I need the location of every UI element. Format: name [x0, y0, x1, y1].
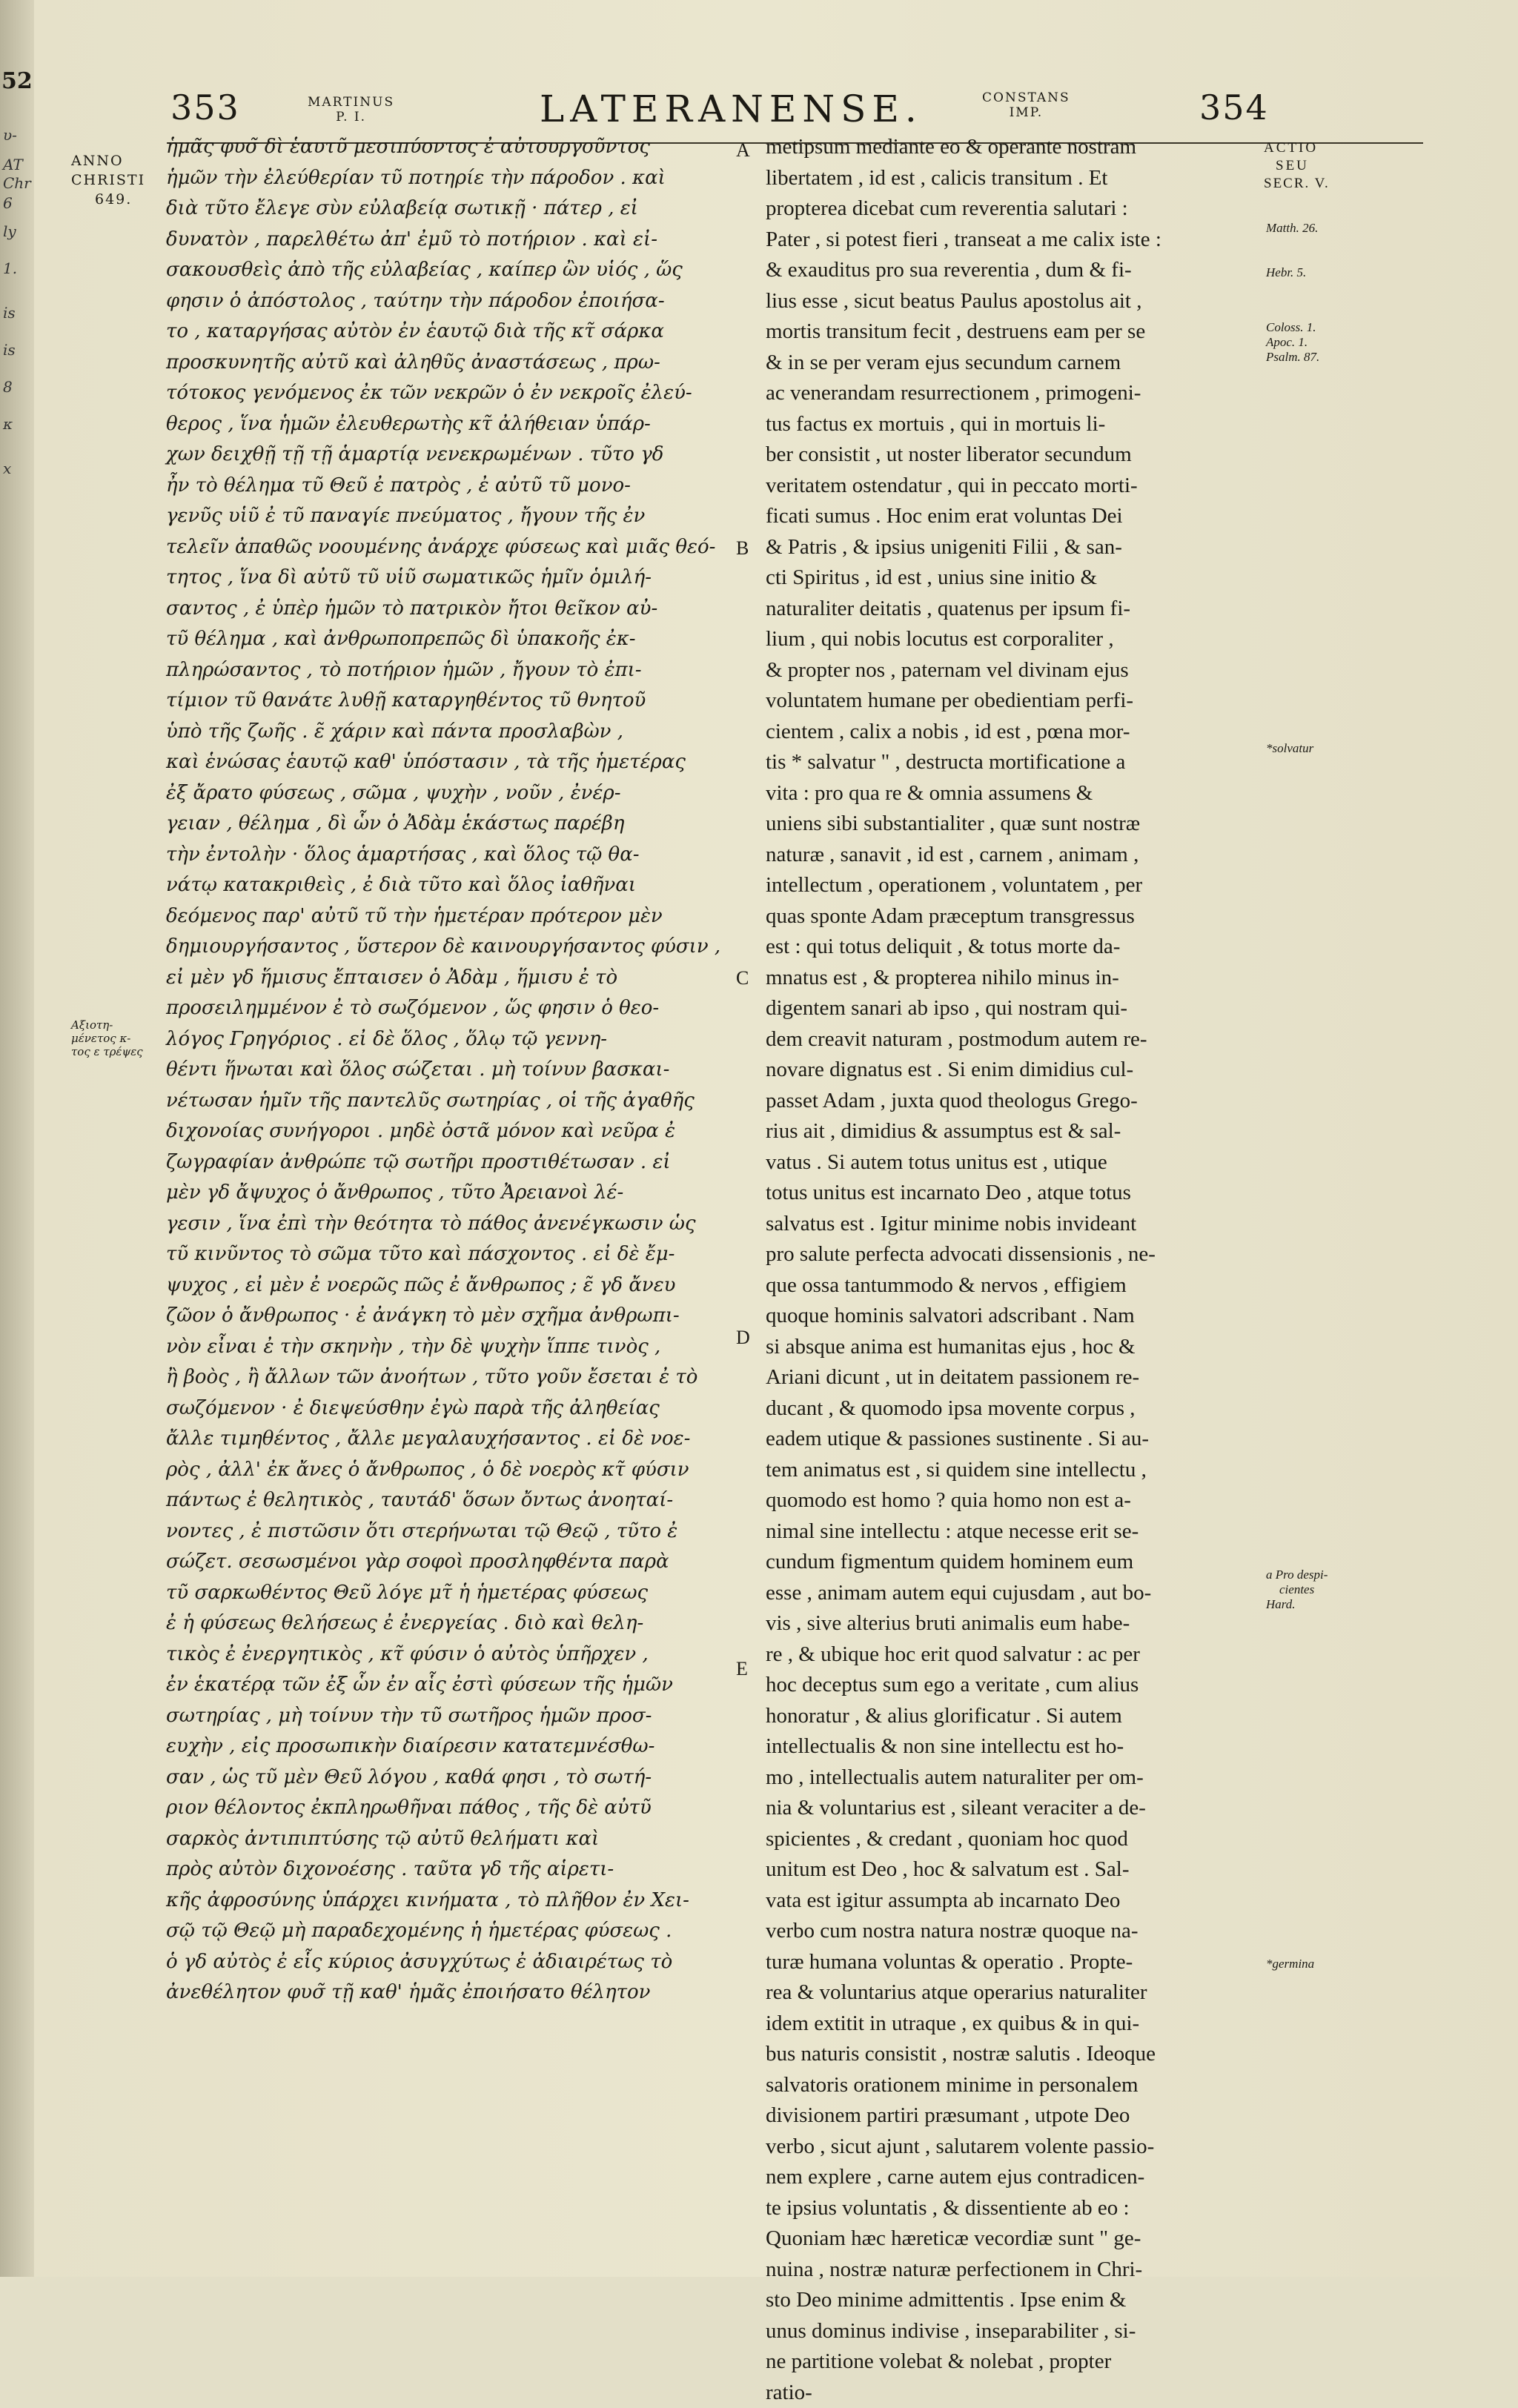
latin-text-line: passet Adam , juxta quod theologus Grego- [766, 1086, 1262, 1117]
footnote-marker: *solvatur [1266, 741, 1313, 756]
latin-text-line: propterea dicebat cum reverentia salutari : [766, 193, 1262, 225]
latin-column [766, 132, 1262, 2408]
latin-text-line: vis , sive alterius bruti animalis eum habe- [766, 1608, 1262, 1639]
latin-text-line: verbo cum nostra natura nostræ quoque na- [766, 1916, 1262, 1947]
latin-text-line: bus naturis consistit , nostræ salutis . Ideoque [766, 2039, 1262, 2070]
greek-text-line: προσειλημμένον ἐ τὸ σωζόμενον , ὥς φησιν ὁ θεο- [166, 993, 729, 1024]
running-head-right [982, 90, 1070, 120]
greek-text-line: διὰ τῦτο ἔλεγε σὺν εὐλαβείᾳ σωτικῇ · πάτερ , εἰ [166, 193, 729, 225]
greek-text-line: πρὸς αὐτὸν διχονοέσης . ταῦτα γδ τῆς αἱρετι- [166, 1854, 729, 1885]
latin-text-line: mnatus est , & propterea nihilo minus in- [766, 963, 1262, 994]
latin-text-line: cundum figmentum quidem hominem eum [766, 1547, 1262, 1578]
latin-text-line: te ipsius voluntatis , & dissentiente ab eo : [766, 2193, 1262, 2224]
page-title: LATERANENSE. [540, 87, 923, 130]
year-label: CHRISTI [71, 171, 145, 189]
greek-text-line: ἡμᾶς φυσ̃ δὶ ἑαυτῦ μεσιπύοντος ἐ αὐτουργοῦντος [166, 132, 729, 163]
latin-text-line: vata est igitur assumpta ab incarnato Deo [766, 1885, 1262, 1917]
gutter-fragment: 8 [3, 378, 13, 396]
latin-text-line: ac venerandam resurrectionem , primogeni- [766, 378, 1262, 409]
running-head-right-name: CONSTANS [982, 90, 1070, 105]
latin-text-line: quomodo est homo ? quia homo non est a- [766, 1485, 1262, 1516]
greek-text-line: ἐν ἑκατέρᾳ τῶν ἐξ ὧν ἐν αἷς ἐστὶ φύσεων τῆς ἡμῶν [166, 1670, 729, 1701]
greek-text-line: τίμιον τῦ θανάτε λυθῇ καταργηθέντος τῦ θνητοῦ [166, 686, 729, 717]
latin-text-line: idem extitit in utraque , ex quibus & in qui- [766, 2009, 1262, 2040]
footnote-marker: cientes [1266, 1582, 1314, 1597]
greek-text-line: σαν , ὡς τῦ μὲν Θεῦ λόγου , καθά φησι , τὸ σωτή- [166, 1762, 729, 1794]
latin-text-line: salvatus est . Igitur minime nobis invideant [766, 1209, 1262, 1240]
section-letter: B [736, 537, 749, 560]
latin-text-line: ducant , & quomodo ipsa movente corpus , [766, 1393, 1262, 1424]
greek-text-line: τελεῖν ἀπαθῶς νοουμένης ἀνάρχε φύσεως καὶ μιᾶς θεό- [166, 532, 729, 563]
footnote-marker: *germina [1266, 1957, 1314, 1971]
section-letter: A [736, 139, 750, 162]
footnote-marker: a Pro despi- [1266, 1568, 1328, 1582]
latin-text-line: nia & voluntarius est , sileant veraciter a de- [766, 1793, 1262, 1824]
gutter-page-number: 52 [1, 68, 33, 94]
right-page-number: 354 [1199, 87, 1269, 127]
latin-text-line: verbo , sicut ajunt , salutarem volente passio- [766, 2132, 1262, 2163]
latin-text-line: vita : pro qua re & omnia assumens & [766, 778, 1262, 809]
scripture-reference: Matth. 26. [1266, 221, 1318, 236]
greek-text-line: ἐ ἡ φύσεως θελήσεως ἐ ἐνεργείας . διὸ καὶ θελη- [166, 1608, 729, 1639]
greek-text-line: πληρώσαντος , τὸ ποτήριον ἡμῶν , ἤγουν τὸ ἐπι- [166, 655, 729, 686]
latin-text-line: eadem utique & passiones sustinente . Si au- [766, 1424, 1262, 1455]
latin-text-line: est : qui totus deliquit , & totus morte da- [766, 932, 1262, 963]
latin-text-line: unitum est Deo , hoc & salvatum est . Sal- [766, 1854, 1262, 1885]
latin-text-line: totus unitus est incarnato Deo , atque totus [766, 1178, 1262, 1209]
latin-text-line: honoratur , & alius glorificatur . Si autem [766, 1701, 1262, 1732]
greek-text-line: νὸν εἶναι ἐ τὴν σκηνὴν , τὴν δὲ ψυχὴν ἵππε τινὸς , [166, 1332, 729, 1363]
latin-text-line: salvatoris orationem minime in personalem [766, 2070, 1262, 2101]
greek-text-line: τητος , ἵνα δὶ αὐτῦ τῦ υἱῦ σωματικῶς ἡμῖν ὁμιλή- [166, 563, 729, 594]
latin-text-line: rius ait , dimidius & assumptus est & sal- [766, 1116, 1262, 1147]
latin-text-line: & in se per veram ejus secundum carnem [766, 348, 1262, 379]
greek-text-line: προσκυνητῆς αὐτῦ καὶ ἀληθῦς ἀναστάσεως , πρω- [166, 348, 729, 379]
latin-text-line: pro salute perfecta advocati dissensionis , ne- [766, 1239, 1262, 1270]
margin-note: Αξιοτη- [71, 1019, 113, 1032]
latin-text-line: mo , intellectualis autem naturaliter per om- [766, 1762, 1262, 1794]
latin-text-line: divisionem partiri præsumant , utpote Deo [766, 2100, 1262, 2132]
greek-text-line: γεσιν , ἵνα ἐπὶ τὴν θεότητα τὸ πάθος ἀνενέγκωσιν ὡς [166, 1209, 729, 1240]
latin-text-line: libertatem , id est , calicis transitum . Et [766, 163, 1262, 194]
session-label-line: SECR. V. [1264, 175, 1360, 193]
latin-text-line: unus dominus indivise , inseparabiliter , si- [766, 2316, 1262, 2347]
latin-text-line: cti Spiritus , id est , unius sine initio & [766, 563, 1262, 594]
latin-text-line: Ariani dicunt , ut in deitatem passionem re- [766, 1362, 1262, 1393]
greek-text-line: δεόμενος παρ' αὐτῦ τῦ τὴν ἡμετέραν πρότερον μὲν [166, 901, 729, 932]
section-letter: E [736, 1658, 748, 1680]
greek-text-line: γειαν , θέλημα , δὶ ὧν ὁ Ἀδὰμ ἑκάστως παρέβη [166, 809, 729, 840]
latin-text-line: digentem sanari ab ipso , qui nostram qui- [766, 993, 1262, 1024]
greek-text-line: ἐξ ἄρατο φύσεως , σῶμα , ψυχὴν , νοῦν , ἐνέρ- [166, 778, 729, 809]
greek-text-line: θερος , ἵνα ἡμῶν ἐλευθερωτὴς κτ̃ ἀλήθειαν ὑπάρ- [166, 409, 729, 440]
footnote-marker: Hard. [1266, 1597, 1296, 1612]
latin-text-line: ficati sumus . Hoc enim erat voluntas Dei [766, 501, 1262, 532]
latin-text-line: hoc deceptus sum ego a veritate , cum alius [766, 1670, 1262, 1701]
latin-text-line: Quoniam hæc hæreticæ vecordiæ sunt " ge- [766, 2223, 1262, 2255]
latin-text-line: tus factus ex mortuis , qui in mortuis li- [766, 409, 1262, 440]
latin-text-line: novare dignatus est . Si enim dimidius cul- [766, 1055, 1262, 1086]
greek-text-line: δημιουργήσαντος , ὕστερον δὲ καινουργήσαντος φύσιν , [166, 932, 729, 963]
greek-text-line: τῦ κινῦντος τὸ σῶμα τῦτο καὶ πάσχοντος . εἰ δὲ ἔμ- [166, 1239, 729, 1270]
latin-text-line: ratio- [766, 2378, 1262, 2408]
latin-text-line: intellectum , operationem , voluntatem , per [766, 870, 1262, 901]
year-value: 649. [95, 190, 132, 208]
latin-text-line: voluntatem humane per obedientiam perfi- [766, 686, 1262, 717]
greek-text-line: ζῶον ὁ ἄνθρωπος · ἐ ἀνάγκη τὸ μὲν σχῆμα ἀνθρωπι- [166, 1301, 729, 1332]
greek-text-line: κῆς ἀφροσύνης ὑπάρχει κινήματα , τὸ πλῆθον ἐν Χει- [166, 1885, 729, 1917]
gutter-fragment: Chr [3, 174, 31, 192]
latin-text-line: ber consistit , ut noster liberator secundum [766, 440, 1262, 471]
greek-text-line: γενῦς υἱῦ ἐ τῦ παναγίε πνεύματος , ἤγουν τῆς ἐν [166, 501, 729, 532]
greek-column [166, 132, 729, 2009]
greek-text-line: πάντως ἐ θελητικὸς , ταυτάδ' ὅσων ὄντως ἀνοηταί- [166, 1485, 729, 1516]
latin-text-line: tem animatus est , si quidem sine intellectu , [766, 1455, 1262, 1486]
greek-text-line: τῦ σαρκωθέντος Θεῦ λόγε μτ̃ ἡ ἡμετέρας φύσεως [166, 1578, 729, 1609]
gutter-fragment: 6 [3, 194, 13, 212]
latin-text-line: re , & ubique hoc erit quod salvatur : ac per [766, 1639, 1262, 1671]
latin-text-line: uniens sibi substantialiter , quæ sunt nostræ [766, 809, 1262, 840]
greek-text-line: σῷ τῷ Θεῷ μὴ παραδεχομένης ἡ ἡμετέρας φύσεως . [166, 1916, 729, 1947]
latin-text-line: nimal sine intellectu : atque necesse erit se- [766, 1516, 1262, 1548]
greek-text-line: τικὸς ἐ ἐνεργητικὸς , κτ̃ φύσιν ὁ αὐτὸς ὑπῆρχεν , [166, 1639, 729, 1671]
greek-text-line: ψυχος , εἰ μὲν ἐ νοερῶς πῶς ἐ ἄνθρωπος ; ε̃ γδ ἄνευ [166, 1270, 729, 1301]
gutter-fragment: AT [3, 156, 23, 173]
gutter-fragment: κ [3, 415, 13, 433]
greek-text-line: τότοκος γενόμενος ἐκ τῶν νεκρῶν ὁ ἐν νεκροῖς ἐλεύ- [166, 378, 729, 409]
greek-text-line: νοντες , ἐ πιστῶσιν ὅτι στερήνωται τῷ Θεῷ , τῦτο ἐ [166, 1516, 729, 1548]
latin-text-line: vatus . Si autem totus unitus est , utique [766, 1147, 1262, 1178]
latin-text-line: Pater , si potest fieri , transeat a me calix iste : [766, 225, 1262, 256]
latin-text-line: tis * salvatur " , destructa mortificatione a [766, 747, 1262, 778]
latin-text-line: ne partitione volebat & nolebat , propter [766, 2346, 1262, 2378]
latin-text-line: quoque hominis salvatori adscribant . Nam [766, 1301, 1262, 1332]
latin-text-line: dem creavit naturam , postmodum autem re- [766, 1024, 1262, 1055]
latin-text-line: turæ humana voluntas & operatio . Propte- [766, 1947, 1262, 1978]
scripture-reference: Psalm. 87. [1266, 350, 1319, 365]
latin-text-line: & Patris , & ipsius unigeniti Filii , & san- [766, 532, 1262, 563]
margin-note: μένετος κ- [71, 1032, 130, 1045]
greek-text-line: ρὸς , ἀλλ' ἐκ ἄνες ὁ ἄνθρωπος , ὁ δὲ νοερὸς κτ̃ φύσιν [166, 1455, 729, 1486]
section-letter: C [736, 967, 749, 989]
running-head-left-name: MARTINUS [308, 95, 394, 110]
running-head-left [308, 95, 394, 125]
latin-text-line: mortis transitum fecit , destruens eam per se [766, 316, 1262, 348]
session-label-line: SEU [1264, 157, 1360, 175]
latin-text-line: que ossa tantummodo & nervos , effigiem [766, 1270, 1262, 1301]
latin-text-line: lium , qui nobis locutus est corporaliter , [766, 624, 1262, 655]
latin-text-line: nuina , nostræ naturæ perfectionem in Chri- [766, 2255, 1262, 2286]
latin-text-line: & exauditus pro sua reverentia , dum & fi- [766, 255, 1262, 286]
greek-text-line: θέντι ἥνωται καὶ ὅλος σώζεται . μὴ τοίνυν βασκαι- [166, 1055, 729, 1086]
latin-text-line: spicientes , & credant , quoniam hoc quod [766, 1824, 1262, 1855]
greek-text-line: χων δειχθῇ τῇ τῇ ἁμαρτίᾳ νενεκρωμένων . τῦτο γδ [166, 440, 729, 471]
greek-text-line: ἢ βοὸς , ἢ ἄλλων τῶν ἀνοήτων , τῦτο γοῦν ἔσεται ἐ τὸ [166, 1362, 729, 1393]
greek-text-line: ἡμῶν τὴν ἐλεύθερίαν τῦ ποτηρίε τὴν πάροδον . καὶ [166, 163, 729, 194]
greek-text-line: φησιν ὁ ἀπόστολος , ταύτην τὴν πάροδον ἐποιήσα- [166, 286, 729, 317]
session-label [1264, 139, 1360, 193]
latin-text-line: si absque anima est humanitas ejus , hoc & [766, 1332, 1262, 1363]
latin-text-line: cientem , calix a nobis , id est , pœna mor- [766, 717, 1262, 748]
gutter-fragment: υ- [3, 126, 17, 144]
greek-text-line: ριον θέλοντος ἐκπληρωθῆναι πάθος , τῆς δὲ αὐτῦ [166, 1793, 729, 1824]
greek-text-line: μὲν γδ ἄψυχος ὁ ἄνθρωπος , τῦτο Ἀρειανοὶ λέ- [166, 1178, 729, 1209]
greek-text-line: σώζετ. σεσωσμένοι γὰρ σοφοὶ προσληφθέντα παρὰ [166, 1547, 729, 1578]
margin-note: τος ε τρέψες [71, 1046, 143, 1058]
gutter-fragment: is [3, 341, 16, 359]
greek-text-line: ἀνεθέλητον φυσ̃ τῇ καθ' ἡμᾶς ἐποιήσατο θέλητον [166, 1977, 729, 2009]
latin-text-line: nem explere , carne autem ejus contradicen- [766, 2162, 1262, 2193]
latin-text-line: quas sponte Adam præceptum transgressus [766, 901, 1262, 932]
greek-text-line: τὴν ἐντολὴν · ὅλος ἁμαρτήσας , καὶ ὅλος τῷ θα- [166, 840, 729, 871]
greek-text-line: ζωγραφίαν ἀνθρώπε τῷ σωτῆρι προστιθέτωσαν . εἰ [166, 1147, 729, 1178]
left-page-number: 353 [170, 87, 240, 127]
scripture-reference: Coloss. 1. [1266, 320, 1316, 335]
greek-text-line: καὶ ἑνώσας ἑαυτῷ καθ' ὑπόστασιν , τὰ τῆς ἡμετέρας [166, 747, 729, 778]
greek-text-line: τῦ θέλημα , καὶ ἀνθρωποπρεπῶς δὶ ὑπακοῆς ἐκ- [166, 624, 729, 655]
latin-text-line: & propter nos , paternam vel divinam ejus [766, 655, 1262, 686]
greek-text-line: ὁ γδ αὐτὸς ἐ εἷς κύριος ἀσυγχύτως ἐ ἀδιαιρέτως τὸ [166, 1947, 729, 1978]
latin-text-line: sto Deo minime admittentis . Ipse enim & [766, 2285, 1262, 2316]
latin-text-line: naturaliter deitatis , quatenus per ipsum fi- [766, 594, 1262, 625]
latin-text-line: intellectualis & non sine intellectu est ho- [766, 1731, 1262, 1762]
greek-text-line: δυνατὸν , παρελθέτω ἀπ' ἐμῦ τὸ ποτήριον . καὶ εἰ- [166, 225, 729, 256]
scripture-reference: Hebr. 5. [1266, 265, 1306, 280]
greek-text-line: σαντος , ἐ ὑπὲρ ἡμῶν τὸ πατρικὸν ἤτοι θεῖκον αὐ- [166, 594, 729, 625]
section-letter: D [736, 1327, 750, 1349]
running-head-left-sub: P. I. [308, 110, 394, 125]
greek-text-line: ἦν τὸ θέλημα τῦ Θεῦ ἐ πατρὸς , ἐ αὐτῦ τῦ μονο- [166, 471, 729, 502]
greek-text-line: ευχὴν , εἰς προσωπικὴν διαίρεσιν κατατεμνέσθω- [166, 1731, 729, 1762]
gutter-fragment: is [3, 304, 16, 322]
latin-text-line: esse , animam autem equi cujusdam , aut bo- [766, 1578, 1262, 1609]
greek-text-line: σακουσθεὶς ἀπὸ τῆς εὐλαβείας , καίπερ ὢν υἱός , ὥς [166, 255, 729, 286]
greek-text-line: ὑπὸ τῆς ζωῆς . ε̃ χάριν καὶ πάντα προσλαβὼν , [166, 717, 729, 748]
latin-text-line: veritatem ostendatur , qui in peccato morti- [766, 471, 1262, 502]
session-label-line: ACTIO [1264, 139, 1360, 157]
greek-text-line: διχονοίας συνήγοροι . μηδὲ ὀστᾶ μόνον καὶ νεῦρα ἐ [166, 1116, 729, 1147]
year-label: ANNO [71, 152, 124, 170]
greek-text-line: νάτῳ κατακριθεὶς , ἐ διὰ τῦτο καὶ ὅλος ἰαθῆναι [166, 870, 729, 901]
facing-page-gutter [0, 0, 34, 2277]
greek-text-line: νέτωσαν ἡμῖν τῆς παντελῦς σωτηρίας , οἱ τῆς ἀγαθῆς [166, 1086, 729, 1117]
greek-text-line: σωζόμενον · ἐ διεψεύσθην ἐγὼ παρὰ τῆς ἀληθείας [166, 1393, 729, 1424]
greek-text-line: σωτηρίας , μὴ τοίνυν τὴν τῦ σωτῆρος ἡμῶν προσ- [166, 1701, 729, 1732]
latin-text-line: metipsum mediante eo & operante nostram [766, 132, 1262, 163]
greek-text-line: λόγος Γρηγόριος . εἰ δὲ ὅλος , ὅλῳ τῷ γεννη- [166, 1024, 729, 1055]
greek-text-line: το , καταργήσας αὐτὸν ἐν ἑαυτῷ διὰ τῆς κτ̃ σάρκα [166, 316, 729, 348]
latin-text-line: naturæ , sanavit , id est , carnem , animam , [766, 840, 1262, 871]
greek-text-line: ἄλλε τιμηθέντος , ἄλλε μεγαλαυχήσαντος . εἰ δὲ νοε- [166, 1424, 729, 1455]
greek-text-line: εἰ μὲν γδ ἥμισυς ἔπταισεν ὁ Ἀδὰμ , ἥμισυ ἐ τὸ [166, 963, 729, 994]
running-head-right-sub: IMP. [982, 105, 1070, 120]
gutter-fragment: x [3, 460, 11, 477]
greek-text-line: σαρκὸς ἀντιπιπτύσης τῷ αὐτῦ θελήματι καὶ [166, 1824, 729, 1855]
scripture-reference: Apoc. 1. [1266, 335, 1307, 350]
latin-text-line: rea & voluntarius atque operarius naturaliter [766, 1977, 1262, 2009]
gutter-fragment: ly [3, 222, 16, 240]
gutter-fragment: 1. [3, 259, 17, 277]
latin-text-line: lius esse , sicut beatus Paulus apostolus ait , [766, 286, 1262, 317]
